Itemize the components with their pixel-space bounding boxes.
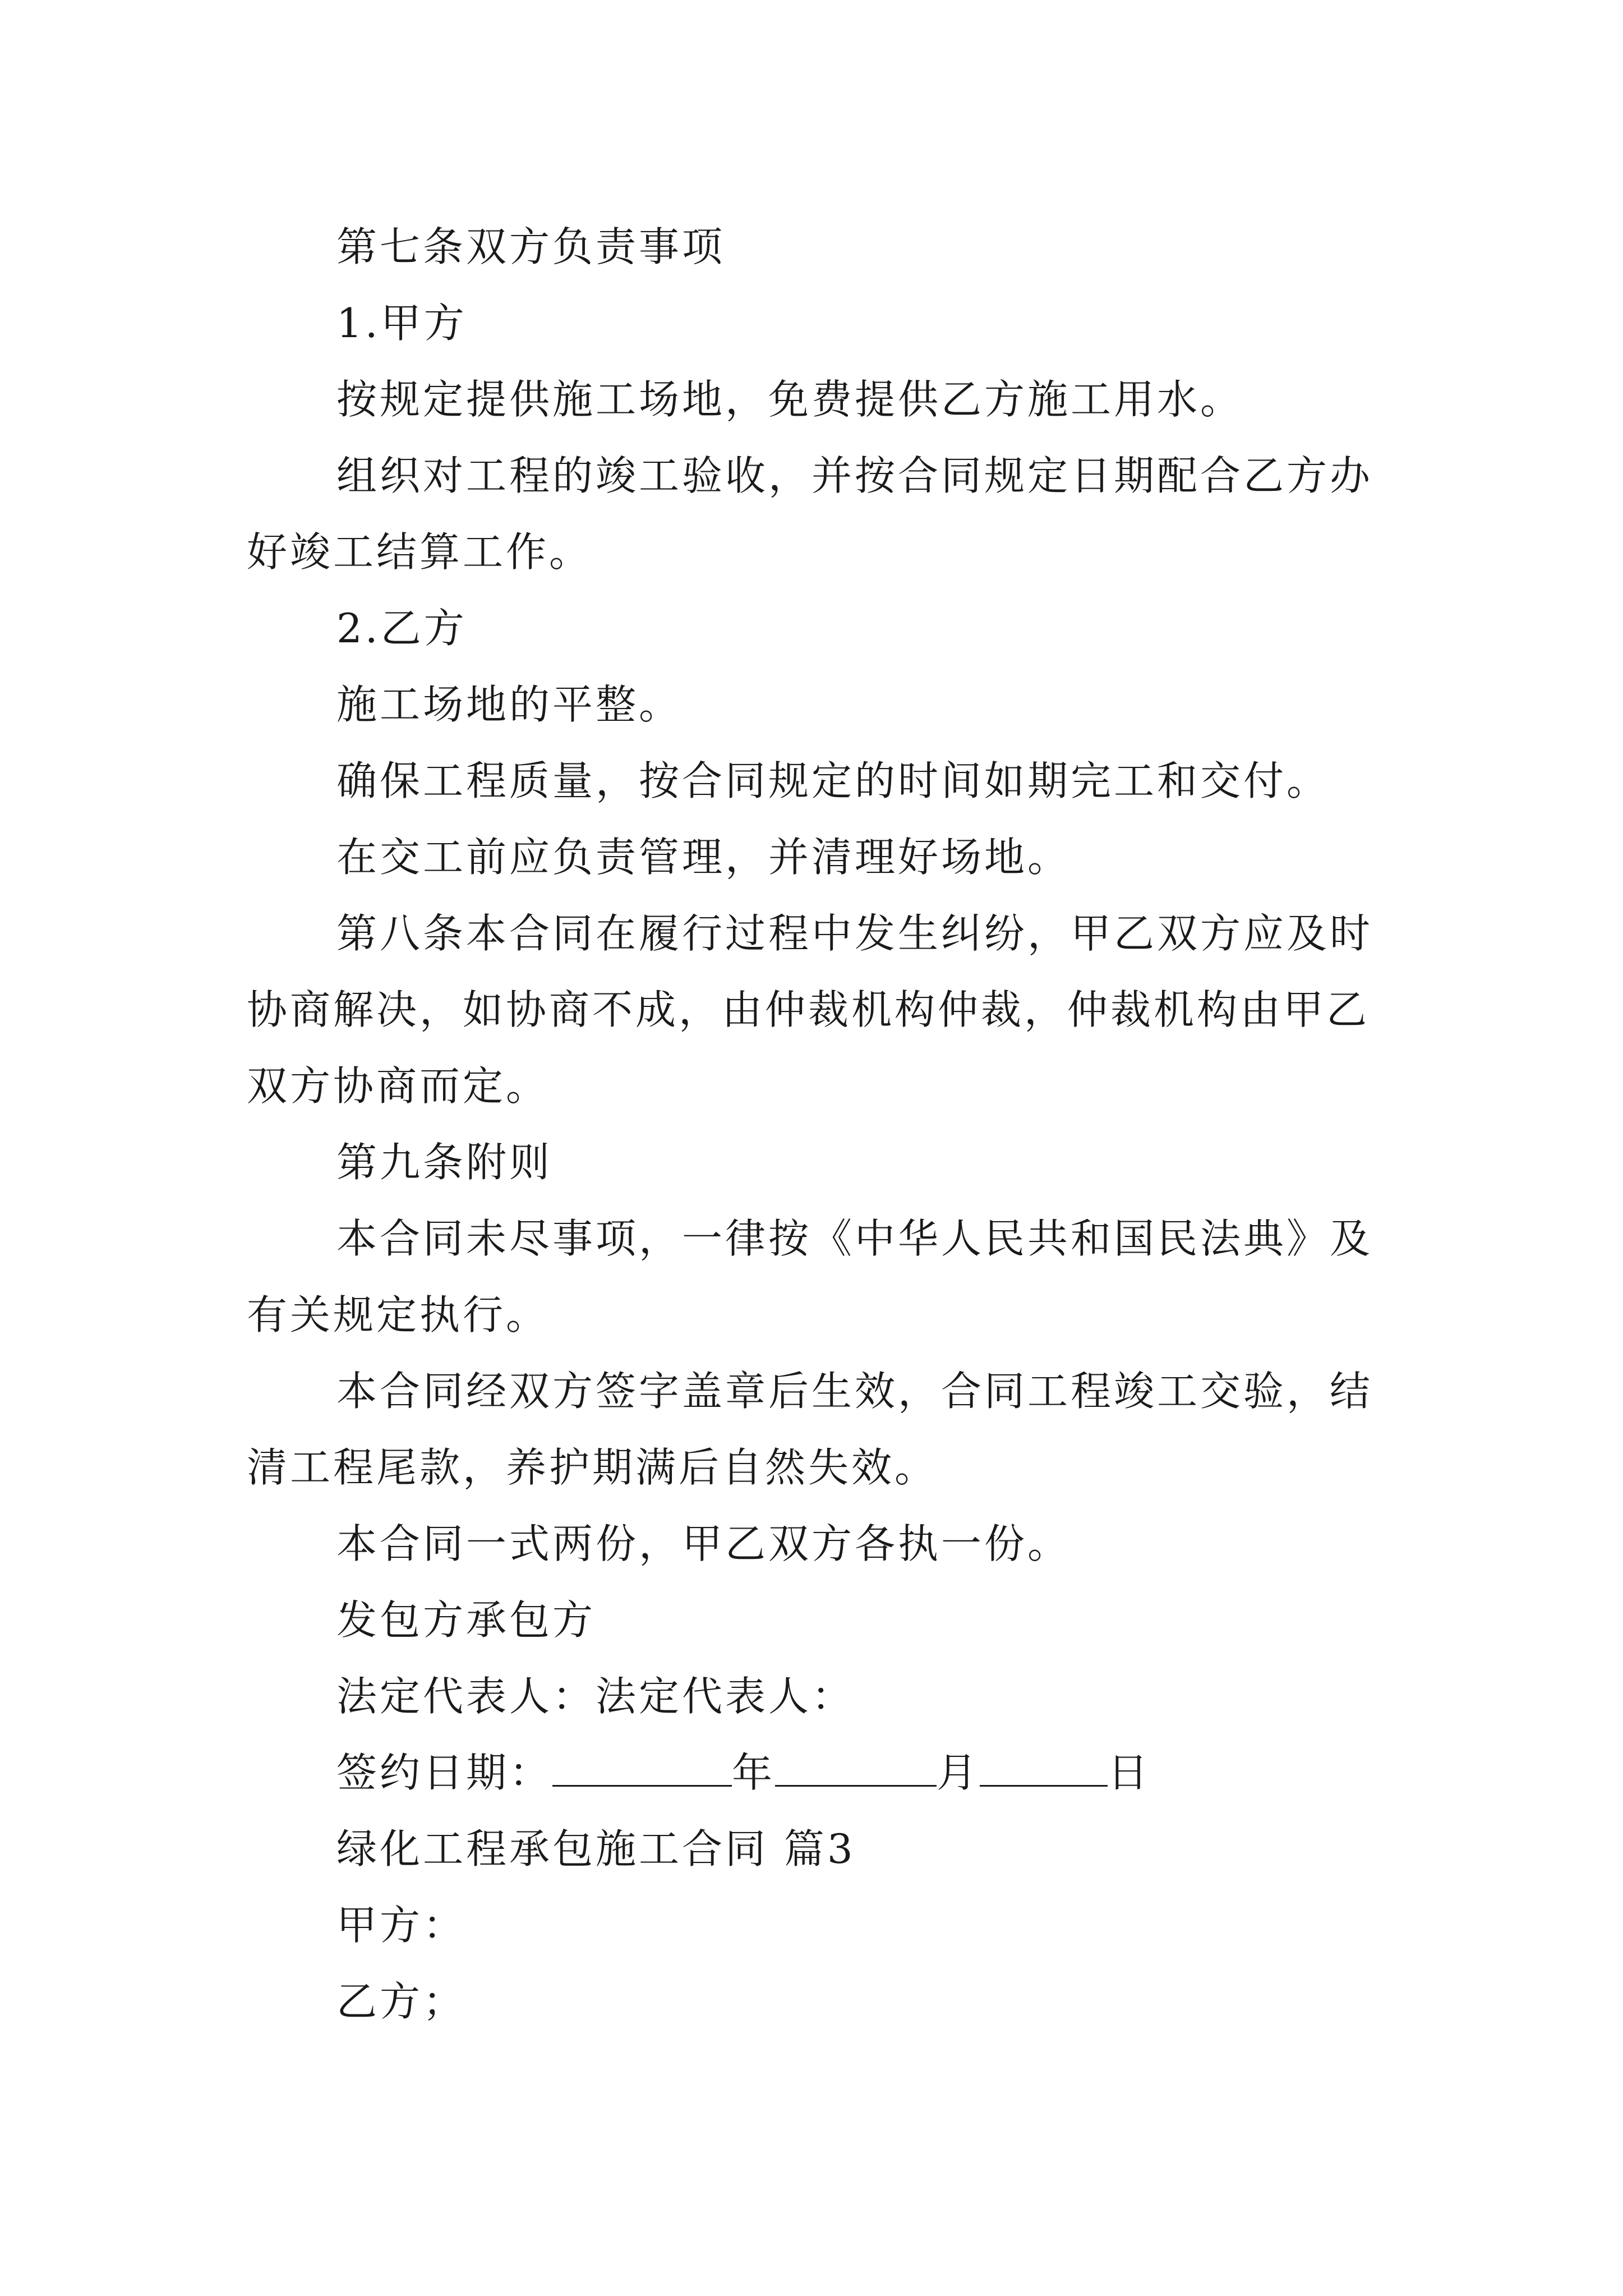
paragraph: 组织对工程的竣工验收，并按合同规定日期配合乙方办好竣工结算工作。	[247, 452, 1373, 576]
section-title: 绿化工程承包施工合同 篇3	[336, 1825, 856, 1872]
sign-date-label: 签约日期：	[336, 1749, 553, 1796]
paragraph: 本合同未尽事项，一律按《中华人民共和国民法典》及有关规定执行。	[247, 1215, 1373, 1338]
party-a-subheading: 1.甲方	[336, 300, 467, 347]
paragraph: 在交工前应负责管理，并清理好场地。	[336, 834, 1071, 881]
paragraph: 本合同一式两份，甲乙双方各执一份。	[336, 1520, 1071, 1567]
paragraph: 施工场地的平整。	[336, 681, 683, 728]
party-b-line: 乙方；	[336, 1978, 467, 2025]
sign-date-line	[247, 1734, 1391, 1811]
month-label: 月	[937, 1749, 980, 1796]
article-7-heading: 第七条双方负责事项	[336, 223, 726, 270]
day-blank	[980, 1752, 1108, 1787]
party-b-subheading: 2.乙方	[336, 605, 467, 652]
article-8-paragraph: 第八条本合同在履行过程中发生纠纷，甲乙双方应及时协商解决，如协商不成，由仲裁机构仲裁，仲裁机构由甲乙双方协商而定。	[247, 910, 1373, 1110]
day-label: 日	[1108, 1749, 1151, 1796]
signature-parties-line: 发包方承包方	[336, 1596, 596, 1644]
year-blank	[552, 1752, 732, 1787]
paragraph: 确保工程质量，按合同规定的时间如期完工和交付。	[336, 757, 1330, 804]
paragraph: 本合同经双方签字盖章后生效，合同工程竣工交验，结清工程尾款，养护期满后自然失效。	[247, 1368, 1373, 1491]
month-blank	[775, 1752, 937, 1787]
article-9-heading: 第九条附则	[336, 1139, 553, 1186]
party-a-line: 甲方：	[336, 1902, 467, 1949]
year-label: 年	[732, 1749, 776, 1796]
paragraph: 按规定提供施工场地，免费提供乙方施工用水。	[336, 376, 1244, 423]
legal-representative-line: 法定代表人：法定代表人：	[336, 1673, 855, 1720]
document-body	[247, 209, 1391, 2040]
